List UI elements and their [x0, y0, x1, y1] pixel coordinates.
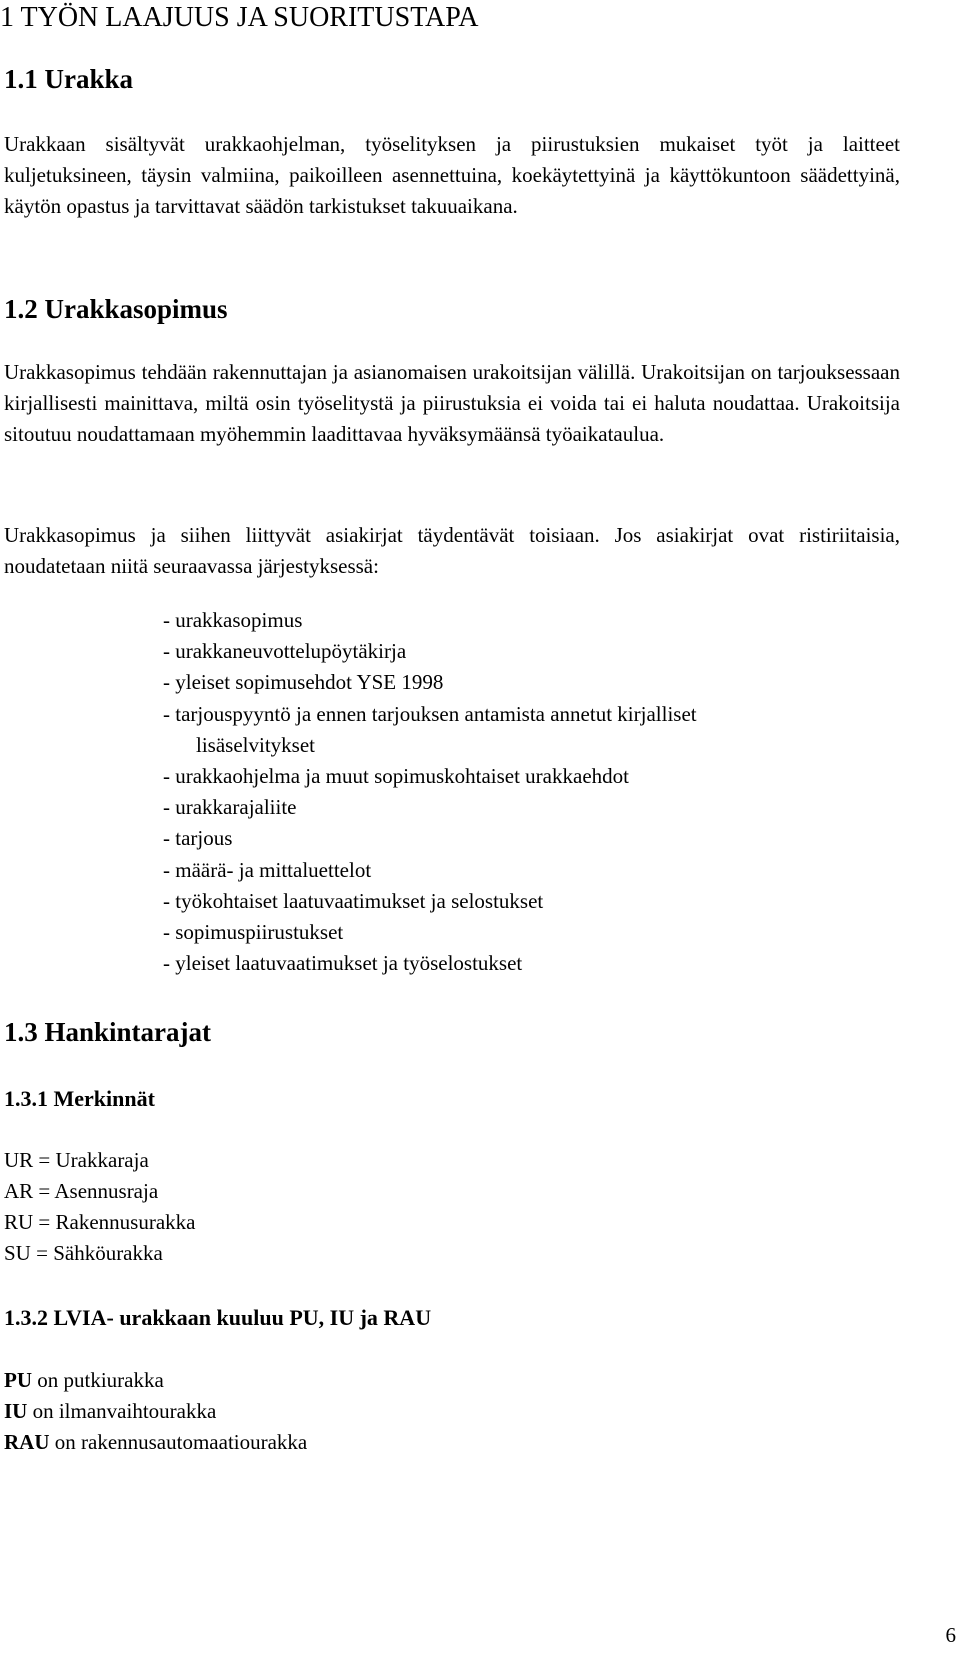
list-item — [4, 1396, 307, 1427]
list-item: - yleiset sopimusehdot YSE 1998 — [163, 670, 444, 695]
definition-text: on putkiurakka — [32, 1368, 164, 1392]
list-item: - urakkasopimus — [163, 608, 303, 632]
definition-abbr: RAU — [4, 1430, 50, 1454]
section-heading-urakka: 1.1 Urakka — [4, 64, 134, 94]
list-item: - yleiset laatuvaatimukset ja työselostukset — [163, 951, 523, 976]
subsection-heading-lvia: 1.3.2 LVIA- urakkaan kuuluu PU, IU ja RAU — [4, 1305, 432, 1330]
definition-text: on rakennusautomaatiourakka — [49, 1430, 308, 1454]
subsection-heading-merkinnat: 1.3.1 Merkinnät — [4, 1086, 155, 1111]
section-urakka-paragraph: Urakkaan sisältyvät urakkaohjelman, työselityksen ja piirustuksien mukaiset työt ja laitteet kuljetuksineen, täysin valmiina, paikoilleen asennettuina, koekäytettyinä ja käyttökuntoon säädettyinä, käytön opastus ja tarvittavat säädön tarkistukset takuuaikana. — [4, 132, 900, 218]
definition-list — [4, 1365, 307, 1458]
list-item: - työkohtaiset laatuvaatimukset ja selostukset — [163, 888, 544, 913]
list-item: RU = Rakennusurakka — [4, 1210, 196, 1234]
list-item-continuation: lisäselvitykset — [196, 732, 315, 757]
definition-text: on ilmanvaihtourakka — [27, 1399, 217, 1423]
section-urakkasopimus-paragraph-2: Urakkasopimus ja siihen liittyvät asiakirjat täydentävät toisiaan. Jos asiakirjat ovat ristiriitaisia, noudatetaan niitä seuraavassa järjestyksessä: — [4, 523, 900, 578]
definition-abbr: PU — [4, 1368, 32, 1392]
abbreviation-list — [4, 1145, 195, 1269]
list-item: - urakkaneuvottelupöytäkirja — [163, 639, 407, 664]
section-urakkasopimus-paragraph-1: Urakkasopimus tehdään rakennuttajan ja asianomaisen urakoitsijan välillä. Urakoitsijan on tarjouksessaan kirjallisesti mainittava, miltä osin työselitystä ja piirustuksia ei voida tai ei haluta noudattaa. Urakoitsija sitoutuu noudattamaan myöhemmin laadittavaa hyväksymäänsä työaikataulua. — [4, 360, 900, 446]
list-item: - tarjous — [163, 826, 233, 851]
list-item — [4, 1427, 307, 1458]
definition-abbr: IU — [4, 1399, 28, 1423]
list-item: SU = Sähköurakka — [4, 1241, 163, 1265]
list-item: AR = Asennusraja — [4, 1179, 159, 1203]
list-item: - urakkaohjelma ja muut sopimuskohtaiset urakkaehdot — [163, 764, 629, 789]
document-order-list — [163, 605, 697, 979]
section-heading-hankintarajat: 1.3 Hankintarajat — [4, 1017, 212, 1047]
list-item: - määrä- ja mittaluettelot — [163, 857, 372, 882]
section-heading-urakkasopimus: 1.2 Urakkasopimus — [4, 294, 228, 324]
list-item: UR = Urakkaraja — [4, 1148, 149, 1172]
document-title: 1 TYÖN LAAJUUS JA SUORITUSTAPA — [0, 2, 479, 33]
page-number: 6 — [945, 1623, 956, 1647]
list-item: - urakkarajaliite — [163, 795, 297, 820]
list-item — [4, 1365, 307, 1396]
list-item: - sopimuspiirustukset — [163, 920, 344, 945]
list-item: - tarjouspyyntö ja ennen tarjouksen antamista annetut kirjalliset — [163, 701, 697, 726]
